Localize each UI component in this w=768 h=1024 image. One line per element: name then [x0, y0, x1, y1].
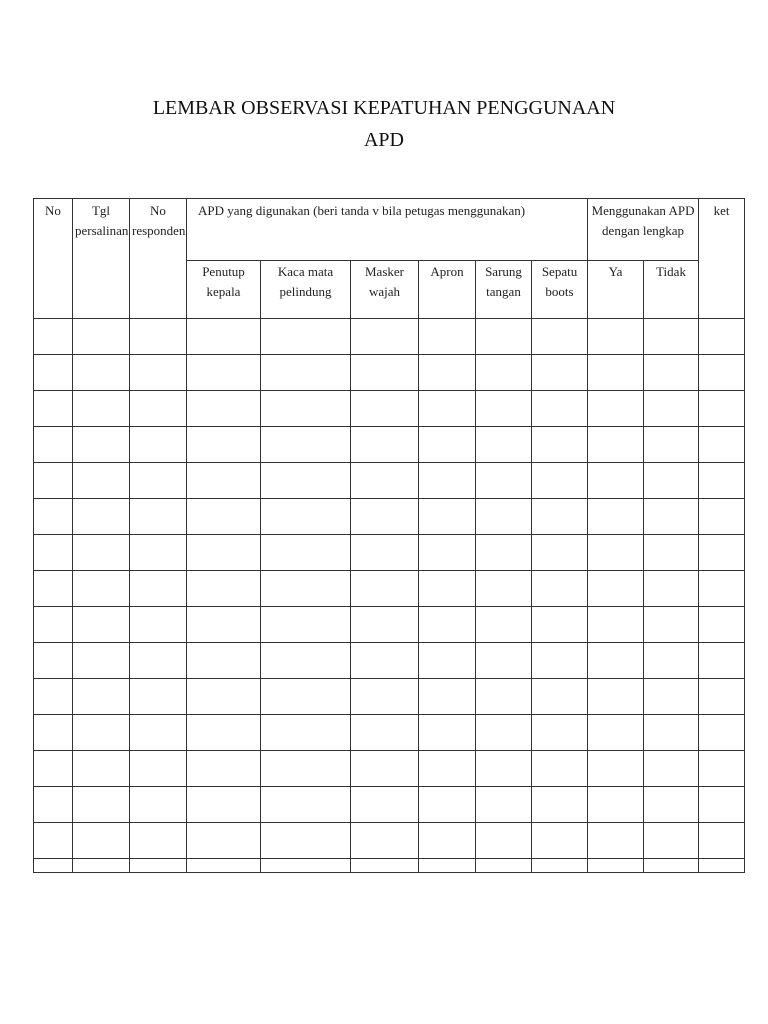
- table-cell[interactable]: [644, 859, 699, 873]
- table-cell[interactable]: [699, 391, 745, 427]
- header-tgl-persalinan: Tgl persalinan: [73, 199, 130, 319]
- table-cell[interactable]: [588, 319, 644, 355]
- table-cell[interactable]: [73, 319, 130, 355]
- header-sarung-tangan: Sarung tangan: [476, 261, 532, 319]
- table-cell[interactable]: [644, 643, 699, 679]
- table-cell[interactable]: [699, 535, 745, 571]
- table-cell[interactable]: [261, 535, 351, 571]
- table-cell[interactable]: [261, 607, 351, 643]
- table-cell[interactable]: [130, 751, 187, 787]
- table-cell[interactable]: [699, 823, 745, 859]
- table-cell[interactable]: [419, 499, 476, 535]
- table-cell[interactable]: [532, 751, 588, 787]
- table-row: [34, 499, 745, 535]
- table-cell[interactable]: [699, 715, 745, 751]
- table-cell[interactable]: [699, 643, 745, 679]
- table-cell[interactable]: [588, 679, 644, 715]
- table-cell[interactable]: [476, 391, 532, 427]
- header-no-responden: No responden: [130, 199, 187, 319]
- table-cell[interactable]: [419, 607, 476, 643]
- table-cell[interactable]: [476, 463, 532, 499]
- table-cell[interactable]: [130, 427, 187, 463]
- table-cell[interactable]: [699, 859, 745, 873]
- table-cell[interactable]: [588, 607, 644, 643]
- table-cell[interactable]: [187, 607, 261, 643]
- table-cell[interactable]: [351, 427, 419, 463]
- table-cell[interactable]: [130, 571, 187, 607]
- table-cell[interactable]: [419, 787, 476, 823]
- table-cell[interactable]: [130, 355, 187, 391]
- table-cell[interactable]: [187, 463, 261, 499]
- table-cell[interactable]: [351, 751, 419, 787]
- table-cell[interactable]: [34, 571, 73, 607]
- table-cell[interactable]: [419, 643, 476, 679]
- table-cell[interactable]: [419, 571, 476, 607]
- table-row: [34, 607, 745, 643]
- table-cell[interactable]: [351, 319, 419, 355]
- table-cell[interactable]: [588, 823, 644, 859]
- table-cell[interactable]: [130, 715, 187, 751]
- table-cell[interactable]: [261, 715, 351, 751]
- table-cell[interactable]: [588, 859, 644, 873]
- table-cell[interactable]: [476, 535, 532, 571]
- table-cell[interactable]: [73, 787, 130, 823]
- header-ket: ket: [699, 199, 745, 319]
- table-cell[interactable]: [419, 751, 476, 787]
- table-cell[interactable]: [699, 355, 745, 391]
- observation-table: [33, 198, 745, 873]
- header-row-1: [34, 199, 745, 261]
- header-apron: Apron: [419, 261, 476, 319]
- table-cell[interactable]: [261, 319, 351, 355]
- table-cell[interactable]: [644, 499, 699, 535]
- table-cell[interactable]: [34, 679, 73, 715]
- table-cell[interactable]: [34, 751, 73, 787]
- table-row: [34, 463, 745, 499]
- table-row: [34, 679, 745, 715]
- table-cell[interactable]: [73, 823, 130, 859]
- table-cell[interactable]: [532, 607, 588, 643]
- table-cell[interactable]: [130, 643, 187, 679]
- table-cell[interactable]: [187, 535, 261, 571]
- table-cell[interactable]: [351, 787, 419, 823]
- table-cell[interactable]: [34, 463, 73, 499]
- table-cell[interactable]: [476, 355, 532, 391]
- table-cell[interactable]: [187, 499, 261, 535]
- table-cell[interactable]: [699, 427, 745, 463]
- table-cell[interactable]: [130, 859, 187, 873]
- table-cell[interactable]: [699, 463, 745, 499]
- table-cell[interactable]: [187, 859, 261, 873]
- table-cell[interactable]: [644, 607, 699, 643]
- table-cell[interactable]: [351, 643, 419, 679]
- table-cell[interactable]: [532, 715, 588, 751]
- table-cell[interactable]: [476, 607, 532, 643]
- table-cell[interactable]: [699, 751, 745, 787]
- table-cell[interactable]: [73, 391, 130, 427]
- header-apd-group: APD yang digunakan (beri tanda v bila petugas menggunakan): [187, 199, 588, 261]
- table-cell[interactable]: [644, 751, 699, 787]
- table-cell[interactable]: [187, 715, 261, 751]
- table-cell[interactable]: [187, 787, 261, 823]
- table-cell[interactable]: [476, 679, 532, 715]
- table-cell[interactable]: [130, 463, 187, 499]
- table-cell[interactable]: [130, 391, 187, 427]
- table-cell[interactable]: [187, 427, 261, 463]
- table-cell[interactable]: [532, 859, 588, 873]
- table-cell[interactable]: [261, 751, 351, 787]
- table-cell[interactable]: [588, 643, 644, 679]
- table-cell[interactable]: [351, 355, 419, 391]
- table-cell[interactable]: [261, 391, 351, 427]
- table-cell[interactable]: [699, 319, 745, 355]
- table-cell[interactable]: [73, 427, 130, 463]
- table-cell[interactable]: [73, 499, 130, 535]
- table-cell[interactable]: [261, 571, 351, 607]
- table-cell[interactable]: [644, 463, 699, 499]
- table-cell[interactable]: [419, 535, 476, 571]
- table-cell[interactable]: [130, 607, 187, 643]
- table-cell[interactable]: [644, 715, 699, 751]
- table-cell[interactable]: [588, 427, 644, 463]
- table-cell[interactable]: [419, 823, 476, 859]
- table-cell[interactable]: [532, 391, 588, 427]
- header-ya: Ya: [588, 261, 644, 319]
- table-cell[interactable]: [699, 499, 745, 535]
- table-cell[interactable]: [73, 751, 130, 787]
- table-cell[interactable]: [73, 571, 130, 607]
- table-cell[interactable]: [351, 535, 419, 571]
- table-cell[interactable]: [34, 607, 73, 643]
- header-penutup-kepala: Penutup kepala: [187, 261, 261, 319]
- table-cell[interactable]: [532, 319, 588, 355]
- table-cell[interactable]: [34, 391, 73, 427]
- table-cell[interactable]: [419, 715, 476, 751]
- page-title: [0, 92, 768, 156]
- table-cell[interactable]: [130, 823, 187, 859]
- table-row: [34, 715, 745, 751]
- table-cell[interactable]: [644, 571, 699, 607]
- table-cell[interactable]: [588, 391, 644, 427]
- header-kaca-mata: Kaca mata pelindung: [261, 261, 351, 319]
- table-cell[interactable]: [476, 859, 532, 873]
- table-cell[interactable]: [34, 643, 73, 679]
- table-cell[interactable]: [476, 751, 532, 787]
- table-cell[interactable]: [419, 391, 476, 427]
- table-cell[interactable]: [644, 355, 699, 391]
- table-row: [34, 391, 745, 427]
- table-cell[interactable]: [588, 499, 644, 535]
- table-cell[interactable]: [644, 319, 699, 355]
- table-cell[interactable]: [476, 715, 532, 751]
- table-cell[interactable]: [588, 787, 644, 823]
- table-cell[interactable]: [532, 571, 588, 607]
- table-cell[interactable]: [532, 535, 588, 571]
- table-cell[interactable]: [34, 823, 73, 859]
- table-cell[interactable]: [419, 679, 476, 715]
- table-row: [34, 859, 745, 873]
- header-tidak: Tidak: [644, 261, 699, 319]
- table-cell[interactable]: [419, 463, 476, 499]
- table-cell[interactable]: [476, 571, 532, 607]
- header-sepatu-boots: Sepatu boots: [532, 261, 588, 319]
- table-cell[interactable]: [476, 823, 532, 859]
- table-cell[interactable]: [73, 463, 130, 499]
- table-cell[interactable]: [261, 463, 351, 499]
- table-cell[interactable]: [476, 319, 532, 355]
- table-cell[interactable]: [34, 535, 73, 571]
- table-cell[interactable]: [588, 355, 644, 391]
- table-row: [34, 823, 745, 859]
- table-cell[interactable]: [187, 679, 261, 715]
- table-cell[interactable]: [261, 787, 351, 823]
- table-cell[interactable]: [351, 859, 419, 873]
- table-cell[interactable]: [532, 499, 588, 535]
- table-cell[interactable]: [351, 391, 419, 427]
- table-cell[interactable]: [532, 427, 588, 463]
- table-row: [34, 319, 745, 355]
- title-line-1: LEMBAR OBSERVASI KEPATUHAN PENGGUNAAN: [152, 97, 616, 119]
- table-cell[interactable]: [130, 319, 187, 355]
- table-cell[interactable]: [261, 679, 351, 715]
- table-cell[interactable]: [476, 787, 532, 823]
- table-row: [34, 787, 745, 823]
- table-cell[interactable]: [351, 823, 419, 859]
- table-cell[interactable]: [34, 319, 73, 355]
- table-cell[interactable]: [73, 643, 130, 679]
- table-cell[interactable]: [532, 643, 588, 679]
- table-cell[interactable]: [588, 571, 644, 607]
- table-cell[interactable]: [644, 823, 699, 859]
- table-cell[interactable]: [34, 787, 73, 823]
- table-cell[interactable]: [476, 499, 532, 535]
- table-cell[interactable]: [34, 499, 73, 535]
- table-cell[interactable]: [588, 535, 644, 571]
- table-cell[interactable]: [73, 607, 130, 643]
- table-row: [34, 355, 745, 391]
- table-cell[interactable]: [130, 499, 187, 535]
- table-cell[interactable]: [351, 499, 419, 535]
- table-cell[interactable]: [476, 427, 532, 463]
- header-lengkap-group: Menggunakan APD dengan lengkap: [588, 199, 699, 261]
- table-row: [34, 427, 745, 463]
- header-no: No: [34, 199, 73, 319]
- table-cell[interactable]: [644, 787, 699, 823]
- table-cell[interactable]: [130, 787, 187, 823]
- table-cell[interactable]: [73, 679, 130, 715]
- table-cell[interactable]: [419, 859, 476, 873]
- table-cell[interactable]: [532, 355, 588, 391]
- table-cell[interactable]: [73, 355, 130, 391]
- title-line-2: APD: [363, 129, 404, 151]
- table-cell[interactable]: [699, 607, 745, 643]
- table-cell[interactable]: [532, 463, 588, 499]
- table-cell[interactable]: [187, 643, 261, 679]
- table-cell[interactable]: [73, 715, 130, 751]
- table-cell[interactable]: [351, 571, 419, 607]
- table-cell[interactable]: [261, 823, 351, 859]
- table-cell[interactable]: [261, 355, 351, 391]
- table-cell[interactable]: [699, 571, 745, 607]
- table-cell[interactable]: [34, 427, 73, 463]
- table-cell[interactable]: [351, 715, 419, 751]
- table-cell[interactable]: [187, 571, 261, 607]
- table-row: [34, 535, 745, 571]
- table-cell[interactable]: [73, 859, 130, 873]
- table-cell[interactable]: [699, 679, 745, 715]
- table-cell[interactable]: [419, 355, 476, 391]
- table-cell[interactable]: [532, 679, 588, 715]
- table-cell[interactable]: [34, 859, 73, 873]
- table-cell[interactable]: [644, 679, 699, 715]
- table-cell[interactable]: [588, 751, 644, 787]
- table-cell[interactable]: [588, 715, 644, 751]
- table-row: [34, 751, 745, 787]
- table-cell[interactable]: [351, 679, 419, 715]
- table-cell[interactable]: [261, 643, 351, 679]
- header-masker-wajah: Masker wajah: [351, 261, 419, 319]
- table-cell[interactable]: [261, 859, 351, 873]
- table-cell[interactable]: [130, 535, 187, 571]
- table-cell[interactable]: [644, 535, 699, 571]
- table-cell[interactable]: [644, 427, 699, 463]
- table-cell[interactable]: [588, 463, 644, 499]
- table-cell[interactable]: [699, 787, 745, 823]
- table-cell[interactable]: [187, 823, 261, 859]
- table-cell[interactable]: [351, 607, 419, 643]
- table-cell[interactable]: [187, 751, 261, 787]
- table-cell[interactable]: [644, 391, 699, 427]
- table-cell[interactable]: [34, 715, 73, 751]
- table-cell[interactable]: [261, 499, 351, 535]
- table-cell[interactable]: [419, 427, 476, 463]
- table-cell[interactable]: [73, 535, 130, 571]
- table-cell[interactable]: [187, 355, 261, 391]
- table-cell[interactable]: [187, 319, 261, 355]
- table-row: [34, 643, 745, 679]
- table-cell[interactable]: [261, 427, 351, 463]
- table-row: [34, 571, 745, 607]
- table-cell[interactable]: [476, 643, 532, 679]
- table-cell[interactable]: [532, 787, 588, 823]
- table-cell[interactable]: [34, 355, 73, 391]
- table-cell[interactable]: [130, 679, 187, 715]
- table-cell[interactable]: [351, 463, 419, 499]
- table-cell[interactable]: [187, 391, 261, 427]
- table-cell[interactable]: [532, 823, 588, 859]
- table-cell[interactable]: [419, 319, 476, 355]
